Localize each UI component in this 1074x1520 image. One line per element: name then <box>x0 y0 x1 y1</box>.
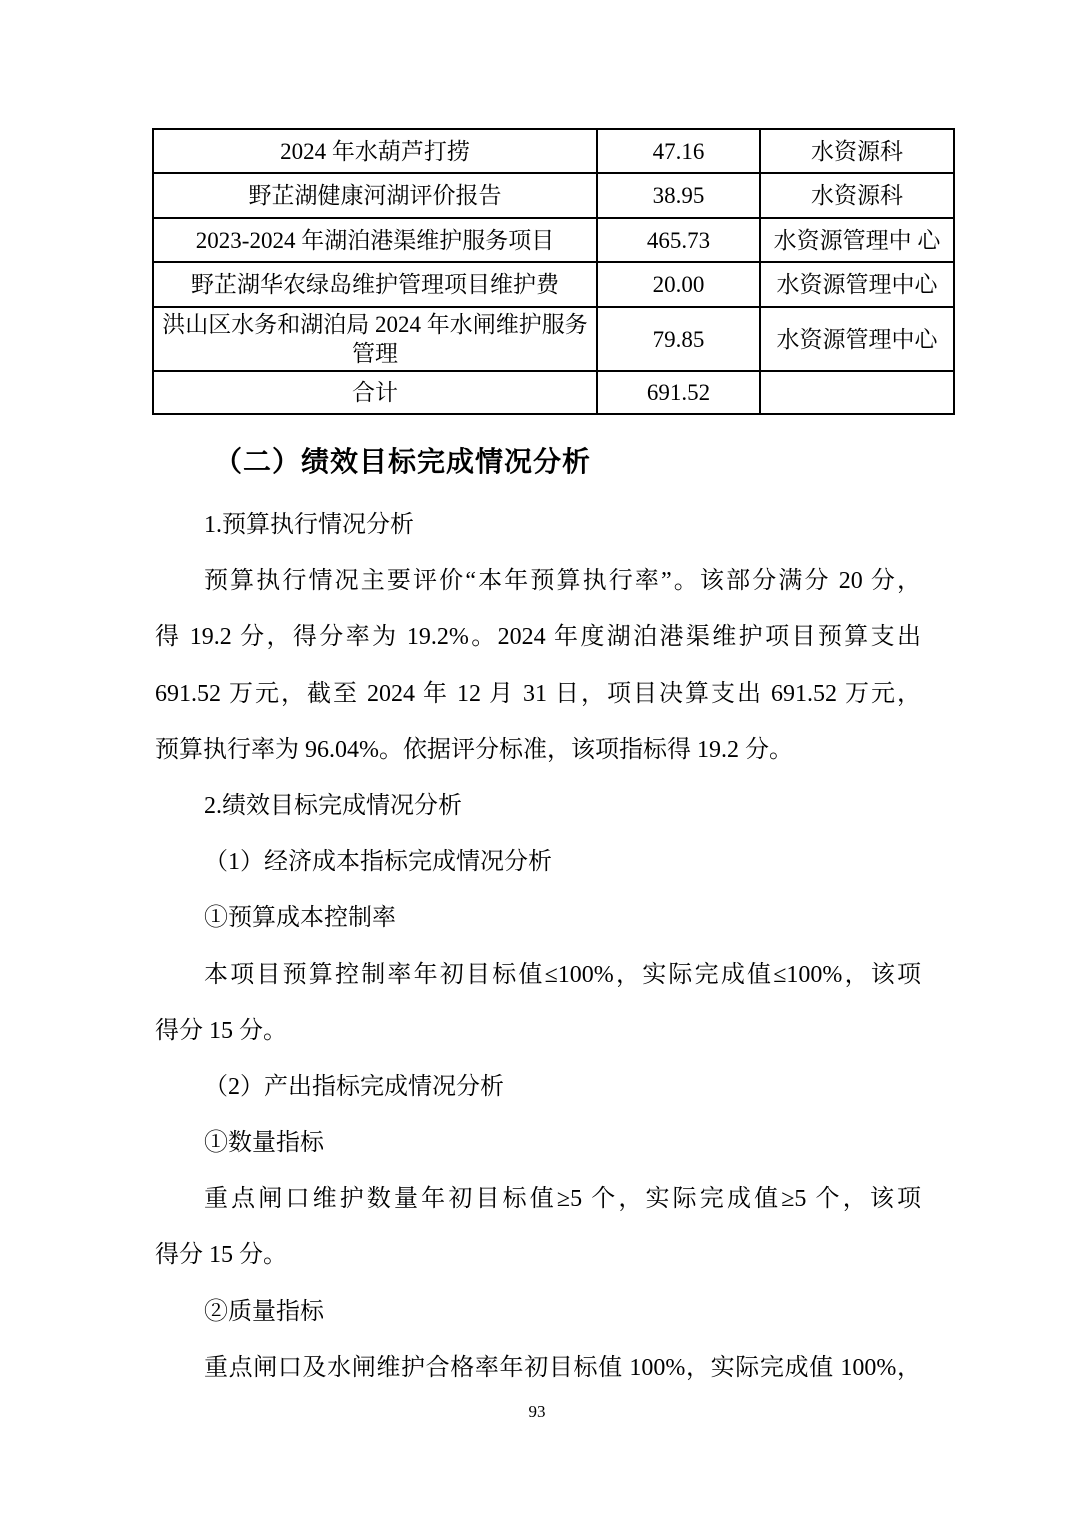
table-row <box>153 307 954 371</box>
total-department-cell <box>760 371 954 414</box>
amount-cell: 465.73 <box>597 218 760 262</box>
indicator-budget-cost-control-title: ①预算成本控制率 <box>204 905 396 932</box>
department-cell: 水资源科 <box>760 173 954 218</box>
para-quality-line: 重点闸口及水闸维护合格率年初目标值 100%，实际完成值 100%， <box>204 1354 921 1381</box>
table-row <box>153 129 954 173</box>
table-row <box>153 262 954 307</box>
project-name-cell: 野芷湖健康河湖评价报告 <box>153 173 597 218</box>
project-budget-table <box>152 128 955 415</box>
para-budget-execution-line: 得 19.2 分，得分率为 19.2%。2024 年度湖泊港渠维护项目预算支出 <box>155 624 921 651</box>
department-cell: 水资源管理中 心 <box>760 218 954 262</box>
amount-cell: 20.00 <box>597 262 760 307</box>
subsection-2-title: 2.绩效目标完成情况分析 <box>204 792 462 819</box>
subsection-1-title: 1.预算执行情况分析 <box>204 512 414 538</box>
project-name-cell: 2024 年水葫芦打捞 <box>153 129 597 173</box>
project-name-cell: 野芷湖华农绿岛维护管理项目维护费 <box>153 262 597 307</box>
department-cell: 水资源科 <box>760 129 954 173</box>
para-quantity-line: 得分 15 分。 <box>155 1242 287 1269</box>
body-text <box>155 497 921 1396</box>
amount-cell: 47.16 <box>597 129 760 173</box>
project-name-cell: 2023-2024 年湖泊港渠维护服务项目 <box>153 218 597 262</box>
para-quantity-line: 重点闸口维护数量年初目标值≥5 个，实际完成值≥5 个，该项 <box>204 1186 921 1213</box>
indicator-quality-title: ②质量指标 <box>204 1298 324 1325</box>
para-budget-execution-line: 691.52 万元，截至 2024 年 12 月 31 日，项目决算支出 691.52 万元， <box>155 680 921 707</box>
para-budget-cost-control-line: 本项目预算控制率年初目标值≤100%，实际完成值≤100%，该项 <box>204 961 921 988</box>
amount-cell: 38.95 <box>597 173 760 218</box>
table-row-total <box>153 371 954 414</box>
para-budget-execution-line: 预算执行率为 96.04%。依据评分标准，该项指标得 19.2 分。 <box>155 736 793 763</box>
total-amount-cell: 691.52 <box>597 371 760 414</box>
section-heading: （二）绩效目标完成情况分析 <box>214 447 592 478</box>
para-budget-cost-control-line: 得分 15 分。 <box>155 1017 287 1044</box>
page-number: 93 <box>528 1402 546 1421</box>
item-2-output-title: （2）产出指标完成情况分析 <box>204 1073 504 1100</box>
total-label-cell: 合计 <box>153 371 597 414</box>
amount-cell: 79.85 <box>597 307 760 371</box>
department-cell: 水资源管理中心 <box>760 307 954 371</box>
department-cell: 水资源管理中心 <box>760 262 954 307</box>
para-budget-execution-line: 预算执行情况主要评价“本年预算执行率”。该部分满分 20 分， <box>204 568 921 595</box>
table-row <box>153 173 954 218</box>
project-name-cell: 洪山区水务和湖泊局 2024 年水闸维护服务管理 <box>153 307 597 371</box>
item-1-economic-cost-title: （1）经济成本指标完成情况分析 <box>204 849 552 876</box>
indicator-quantity-title: ①数量指标 <box>204 1130 324 1157</box>
table-row <box>153 218 954 262</box>
